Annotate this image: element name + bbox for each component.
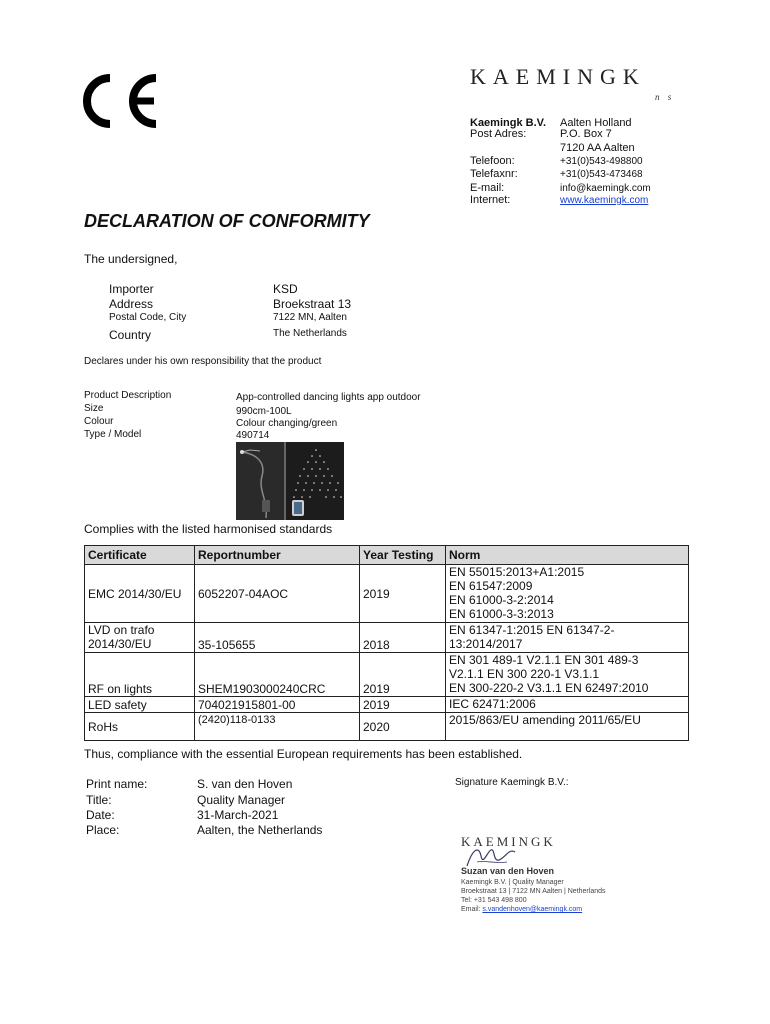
- undersigned-text: The undersigned,: [84, 252, 178, 266]
- compliance-statement: Thus, compliance with the essential European requirements has been established.: [84, 747, 523, 761]
- cell-year: 2019: [360, 565, 446, 623]
- signature-line-4: [461, 906, 582, 913]
- internet-label: Internet:: [470, 194, 511, 206]
- cell-norm: [446, 653, 689, 697]
- place-label: Place:: [86, 823, 120, 837]
- cell-year: 2018: [360, 623, 446, 653]
- cell-year: 2019: [360, 697, 446, 713]
- signature-label: Signature Kaemingk B.V.:: [455, 777, 569, 788]
- post-city: 7120 AA Aalten: [560, 142, 635, 154]
- table-row: [85, 565, 689, 623]
- norm-line: EN 61000-3-2:2014: [449, 593, 554, 607]
- signature-line-1: Kaemingk B.V. | Quality Manager: [461, 879, 564, 886]
- standards-table: [84, 545, 689, 741]
- post-value: P.O. Box 7: [560, 128, 612, 140]
- cell-year: 2019: [360, 653, 446, 697]
- cell-norm: IEC 62471:2006: [446, 697, 689, 713]
- postal-label: Postal Code, City: [109, 312, 187, 323]
- table-row: [85, 623, 689, 653]
- header-reportnumber: Reportnumber: [195, 546, 360, 565]
- email-label: E-mail:: [470, 182, 505, 194]
- importer-label: Importer: [109, 282, 154, 296]
- header-certificate: Certificate: [85, 546, 195, 565]
- cell-norm: 2015/863/EU amending 2011/65/EU: [446, 713, 689, 741]
- norm-line: EN 301 489-1 V2.1.1 EN 301 489-3: [449, 653, 639, 667]
- declares-text: Declares under his own responsibility that the product: [84, 356, 322, 367]
- complies-text: Complies with the listed harmonised standards: [84, 522, 333, 536]
- type-model-value: 490714: [236, 430, 270, 441]
- cell-certificate: LED safety: [85, 697, 195, 713]
- product-photo-lights: [286, 442, 344, 520]
- cell-report: 35-105655: [195, 623, 360, 653]
- colour-label: Colour: [84, 416, 114, 427]
- table-row: [85, 713, 689, 741]
- norm-line: V2.1.1 EN 300 220-1 V3.1.1: [449, 667, 600, 681]
- ce-mark-logo: [80, 72, 162, 130]
- place-value: Aalten, the Netherlands: [197, 823, 323, 837]
- cell-report: SHEM1903000240CRC: [195, 653, 360, 697]
- norm-line: EN 61347-1:2015 EN 61347-2-: [449, 623, 615, 637]
- print-name-value: S. van den Hoven: [197, 777, 293, 791]
- colour-value: Colour changing/green: [236, 418, 338, 429]
- norm-line: 13:2014/2017: [449, 637, 523, 651]
- email-value: info@kaemingk.com: [560, 183, 651, 194]
- cell-norm: [446, 565, 689, 623]
- cell-certificate: LVD on trafo 2014/30/EU: [85, 623, 195, 653]
- post-label: Post Adres:: [470, 128, 527, 140]
- website-link[interactable]: www.kaemingk.com: [560, 195, 649, 206]
- country-value: The Netherlands: [273, 328, 347, 339]
- cell-year: 2020: [360, 713, 446, 741]
- size-value: 990cm-100L: [236, 406, 292, 417]
- cell-certificate: EMC 2014/30/EU: [85, 565, 195, 623]
- phone-label: Telefoon:: [470, 155, 515, 167]
- print-name-label: Print name:: [86, 777, 148, 791]
- email-prefix: Email:: [461, 906, 483, 913]
- title-value: Quality Manager: [197, 793, 286, 807]
- address-value: Broekstraat 13: [273, 297, 352, 311]
- header-norm: Norm: [446, 546, 689, 565]
- product-description-value: App-controlled dancing lights app outdoor: [236, 392, 421, 403]
- signature-line-3: Tel: +31 543 498 800: [461, 897, 527, 904]
- norm-line: EN 61547:2009: [449, 579, 533, 593]
- company-logo: KAEMINGK: [470, 64, 646, 89]
- date-label: Date:: [86, 808, 115, 822]
- company-logo-subtext: n s: [655, 92, 675, 102]
- fax-label: Telefaxnr:: [470, 168, 518, 180]
- signature-name: Suzan van den Hoven: [461, 866, 555, 876]
- header-year-testing: Year Testing: [360, 546, 446, 565]
- size-label: Size: [84, 403, 104, 414]
- table-header-row: [85, 546, 689, 565]
- signature-logo: KAEMINGK: [461, 834, 556, 849]
- norm-line: EN 61000-3-3:2013: [449, 607, 554, 621]
- product-photo: [236, 442, 344, 520]
- signature-line-2: Broekstraat 13 | 7122 MN Aalten | Netherlands: [461, 888, 606, 895]
- cell-certificate: RF on lights: [85, 653, 195, 697]
- title-label: Title:: [86, 793, 112, 807]
- cell-certificate: RoHs: [85, 713, 195, 741]
- type-model-label: Type / Model: [84, 429, 142, 440]
- signature-card: [455, 832, 655, 924]
- cell-report: 704021915801-00: [195, 697, 360, 713]
- product-description-label: Product Description: [84, 390, 172, 401]
- norm-line: EN 55015:2013+A1:2015: [449, 565, 585, 579]
- country-label: Country: [109, 328, 152, 342]
- cell-report: 6052207-04AOC: [195, 565, 360, 623]
- phone-value: +31(0)543-498800: [560, 156, 643, 167]
- company-name: Kaemingk B.V.: [470, 117, 547, 129]
- table-row: [85, 653, 689, 697]
- signature-email-link[interactable]: s.vandenhoven@kaemingk.com: [482, 906, 583, 913]
- postal-value: 7122 MN, Aalten: [273, 312, 347, 323]
- fax-value: +31(0)543-473468: [560, 169, 643, 180]
- cell-report: (2420)118-0133: [195, 713, 360, 741]
- document-title: DECLARATION OF CONFORMITY: [84, 211, 370, 231]
- table-row: [85, 697, 689, 713]
- product-photo-cable: [236, 442, 284, 520]
- norm-line: EN 300-220-2 V3.1.1 EN 62497:2010: [449, 681, 649, 695]
- importer-value: KSD: [273, 282, 298, 296]
- cell-norm: [446, 623, 689, 653]
- address-label: Address: [109, 297, 154, 311]
- company-location: Aalten Holland: [560, 117, 632, 129]
- date-value: 31-March-2021: [197, 808, 279, 822]
